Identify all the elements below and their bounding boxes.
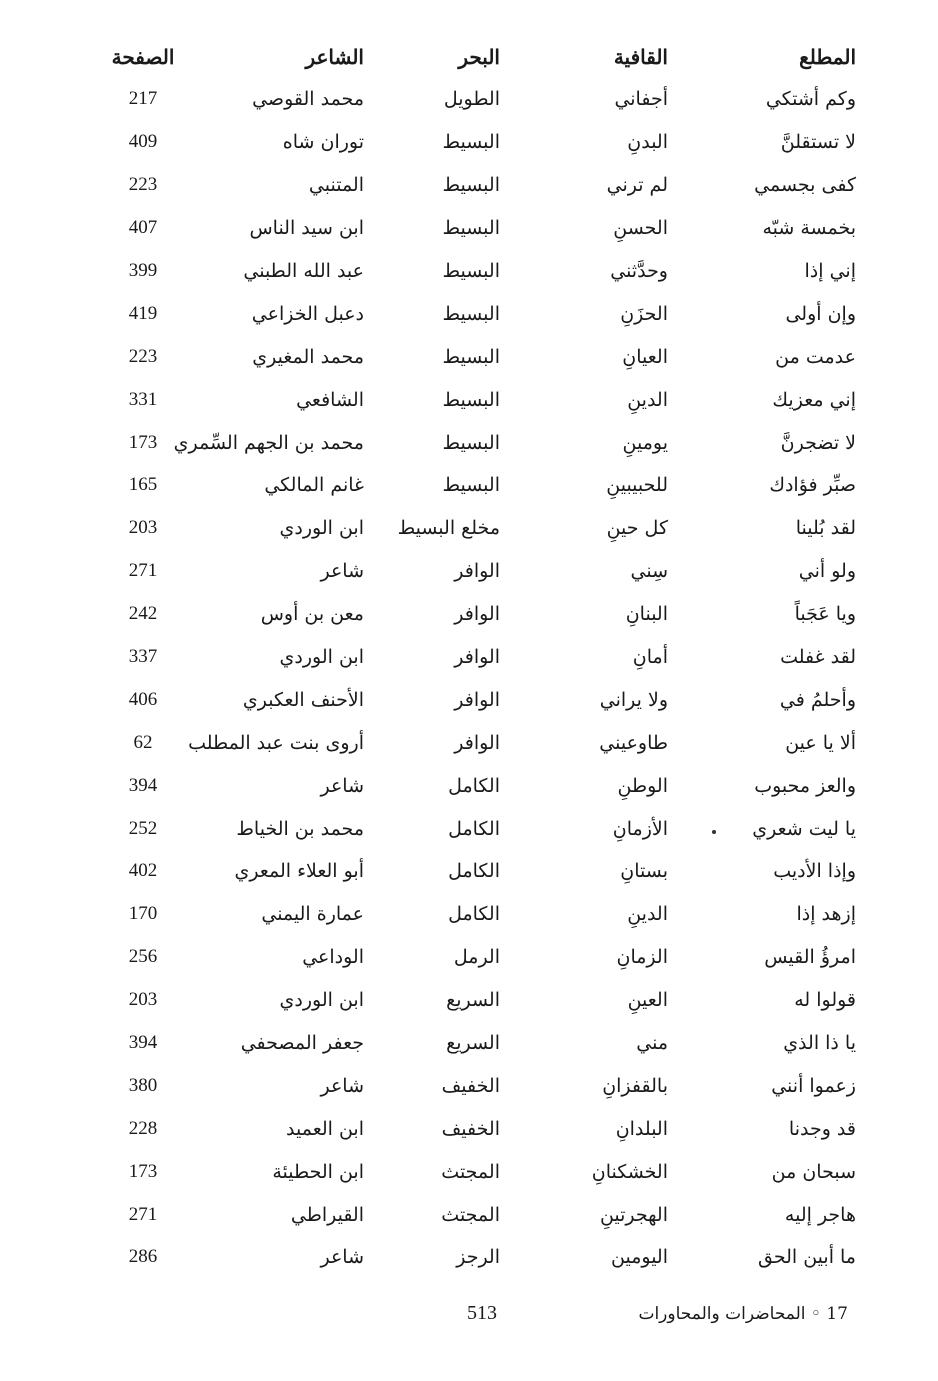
table-row [98,850,856,893]
cell-meter: الكامل [448,860,500,883]
cell-opening: ويا عَجَباً [794,603,856,626]
cell-page: 402 [128,860,158,882]
table-row [98,893,856,936]
cell-poet: معن بن أوس [260,603,364,626]
table-row [98,1236,856,1279]
cell-page: 173 [128,431,158,453]
table-row [98,121,856,164]
cell-rhyme: البلدانِ [615,1117,668,1140]
cell-meter: الكامل [448,817,500,840]
cell-poet: دعبل الخزاعي [251,302,364,325]
cell-rhyme: الخشكنانِ [591,1160,668,1183]
cell-rhyme: الزمانِ [616,946,668,969]
table-row [98,1150,856,1193]
cell-meter: المجتث [441,1160,500,1183]
cell-rhyme: الدينِ [627,903,668,926]
poetry-index-table [98,36,856,1279]
cell-page: 223 [128,345,158,367]
cell-page: 217 [128,88,158,110]
cell-opening: ألا يا عين [785,731,856,754]
cell-poet: الشافعي [296,388,364,411]
header-page: الصفحة [111,45,175,69]
cell-poet: أبو العلاء المعري [234,860,364,883]
cell-rhyme: البدنِ [627,131,668,154]
table-row [98,1193,856,1236]
cell-poet: ابن الحطيئة [272,1160,364,1183]
table-row [98,464,856,507]
table-row [98,979,856,1022]
page-number: 513 [467,1302,497,1324]
cell-meter: الوافر [454,560,500,583]
cell-meter: الرجز [456,1246,500,1269]
cell-page: 271 [128,1203,158,1225]
cell-meter: الوافر [454,731,500,754]
cell-page: 228 [128,1117,158,1139]
cell-rhyme: أجفاني [614,88,668,111]
table-row [98,764,856,807]
cell-poet: الأحنف العكبري [242,688,364,711]
table-row [98,250,856,293]
header-rhyme: القافية [613,45,668,69]
cell-rhyme: وحدَّثني [610,260,668,282]
cell-poet: محمد بن الخياط [236,817,364,840]
cell-page: 271 [128,560,158,582]
cell-page: 419 [128,302,158,324]
cell-meter: الوافر [454,646,500,669]
cell-opening: إني معزيك [772,388,856,411]
cell-page: 165 [128,474,158,496]
cell-opening: صبِّر فؤادك [769,474,856,497]
cell-opening: وإن أولى [785,302,856,325]
cell-page: 256 [128,946,158,968]
cell-poet: أروى بنت عبد المطلب [188,731,364,754]
cell-opening: قد وجدنا [788,1117,856,1140]
table-body [98,78,856,1279]
cell-page: 399 [128,260,158,281]
table-row [98,1107,856,1150]
table-row [98,421,856,464]
cell-poet: القيراطي [290,1203,364,1226]
cell-meter: الخفيف [441,1074,500,1097]
cell-opening: لقد غفلت [780,646,856,669]
cell-meter: البسيط [442,474,500,497]
cell-meter: البسيط [442,302,500,325]
table-row [98,721,856,764]
cell-rhyme: للحبيبينِ [606,474,668,497]
cell-page: 286 [128,1246,158,1268]
cell-poet: شاعر [320,1246,364,1269]
cell-poet: ابن سيد الناس [249,217,364,240]
cell-rhyme: سِني [630,560,668,583]
cell-opening: ما أبين الحق [758,1246,856,1269]
cell-rhyme: يومينِ [622,431,668,454]
cell-opening: زعموا أنني [771,1074,856,1097]
cell-meter: البسيط [442,131,500,154]
cell-meter: المجتث [441,1203,500,1226]
cell-rhyme: أمانِ [632,646,668,669]
page-footer [0,1300,938,1332]
cell-poet: جعفر المصحفي [240,1032,364,1055]
cell-opening: وإذا الأديب [773,860,856,883]
table-row [98,378,856,421]
cell-page: 62 [133,731,153,753]
cell-meter: الكامل [448,903,500,926]
header-opening: المطلع [799,45,856,69]
cell-meter: الوافر [454,603,500,626]
table-row [98,1064,856,1107]
cell-poet: غانم المالكي [264,474,364,497]
cell-meter: الخفيف [441,1117,500,1140]
cell-poet: الوداعي [302,946,364,969]
cell-rhyme: الدينِ [627,388,668,411]
cell-poet: عبد الله الطبني [243,260,364,282]
cell-opening: بخمسة شبّه [762,217,856,240]
table-row [98,207,856,250]
cell-meter: السريع [446,989,500,1012]
cell-poet: عمارة اليمني [261,903,364,926]
table-row [98,550,856,593]
cell-opening: امرؤُ القيس [764,946,856,969]
cell-opening: لا تستقلنَّ [780,131,856,154]
cell-meter: البسيط [442,174,500,197]
cell-poet: ابن الوردي [279,989,364,1012]
cell-opening: لقد بُلينا [795,517,856,540]
cell-page: 394 [128,1032,158,1054]
cell-meter: الرمل [453,946,500,969]
table-row [98,1022,856,1065]
cell-rhyme: بالقفزانِ [602,1074,668,1097]
cell-opening: كفى بجسمي [754,174,856,197]
running-footer: 17 ◦ المحاضرات والمحاورات [638,1304,848,1324]
cell-rhyme: لم ترني [606,174,668,197]
table-row [98,164,856,207]
cell-opening: عدمت من [775,345,856,368]
cell-page: 223 [128,174,158,196]
cell-poet: شاعر [320,1074,364,1097]
cell-page: 406 [128,688,158,710]
table-row [98,936,856,979]
header-poet: الشاعر [305,45,364,69]
header-meter: البحر [458,45,500,69]
cell-meter: الطويل [443,88,500,111]
cell-opening: إزهد إذا [796,903,856,926]
table-row [98,335,856,378]
cell-poet: ابن العميد [286,1117,364,1140]
cell-page: 170 [128,903,158,925]
cell-poet: شاعر [320,774,364,797]
cell-meter: السريع [446,1032,500,1055]
cell-rhyme: كل حينِ [606,517,668,540]
cell-opening: يا ليت شعري [752,817,856,840]
cell-page: 252 [128,817,158,839]
cell-poet: توران شاه [282,131,364,154]
cell-opening: هاجر إليه [784,1203,856,1226]
cell-poet: محمد بن الجهم السِّمري [173,431,364,454]
stray-dot-mark [712,830,716,834]
table-row [98,292,856,335]
cell-opening: وأحلمُ في [779,688,856,711]
cell-rhyme: الوطنِ [617,774,668,797]
cell-page: 203 [128,989,158,1011]
cell-poet: شاعر [320,560,364,583]
cell-page: 394 [128,774,158,796]
cell-page: 173 [128,1160,158,1182]
cell-page: 203 [128,517,158,539]
table-row [98,678,856,721]
cell-meter: مخلع البسيط [397,517,500,540]
table-row [98,78,856,121]
cell-poet: ابن الوردي [279,517,364,540]
table-row [98,593,856,636]
cell-rhyme: البنانِ [625,603,668,626]
cell-rhyme: الأزمانِ [612,817,668,840]
cell-rhyme: العيانِ [622,345,668,368]
table-row [98,807,856,850]
cell-opening: قولوا له [794,989,856,1012]
cell-poet: محمد المغيري [252,345,364,368]
table-header-row [98,36,856,78]
cell-meter: البسيط [442,260,500,282]
cell-meter: الكامل [448,774,500,797]
cell-page: 242 [128,603,158,625]
cell-poet: ابن الوردي [279,646,364,669]
cell-page: 337 [128,646,158,668]
cell-opening: والعز محبوب [754,774,856,797]
cell-rhyme: العينِ [627,989,668,1012]
cell-meter: البسيط [442,345,500,368]
cell-rhyme: مني [636,1032,668,1055]
cell-meter: البسيط [442,388,500,411]
cell-opening: سبحان من [771,1160,856,1183]
cell-rhyme: الحسنِ [613,217,668,240]
cell-rhyme: طاوعيني [599,731,668,754]
cell-page: 407 [128,217,158,239]
cell-meter: الوافر [454,688,500,711]
cell-rhyme: الهجرتينِ [599,1203,668,1226]
cell-rhyme: اليومين [611,1246,668,1269]
table-row [98,636,856,679]
cell-opening: إني إذا [804,260,856,282]
cell-page: 331 [128,388,158,410]
cell-poet: المتنبي [308,174,364,197]
cell-rhyme: الحزَنِ [620,302,668,325]
cell-rhyme: ولا يراني [599,688,668,711]
cell-opening: لا تضجرنَّ [780,431,856,454]
cell-meter: البسيط [442,217,500,240]
cell-opening: يا ذا الذي [783,1032,856,1055]
table-row [98,507,856,550]
cell-page: 380 [128,1074,158,1096]
cell-opening: ولو أني [798,560,856,583]
cell-opening: وكم أشتكي [765,88,856,111]
cell-page: 409 [128,131,158,153]
cell-poet: محمد القوصي [252,88,364,111]
cell-meter: البسيط [442,431,500,454]
cell-rhyme: بستانِ [620,860,668,883]
